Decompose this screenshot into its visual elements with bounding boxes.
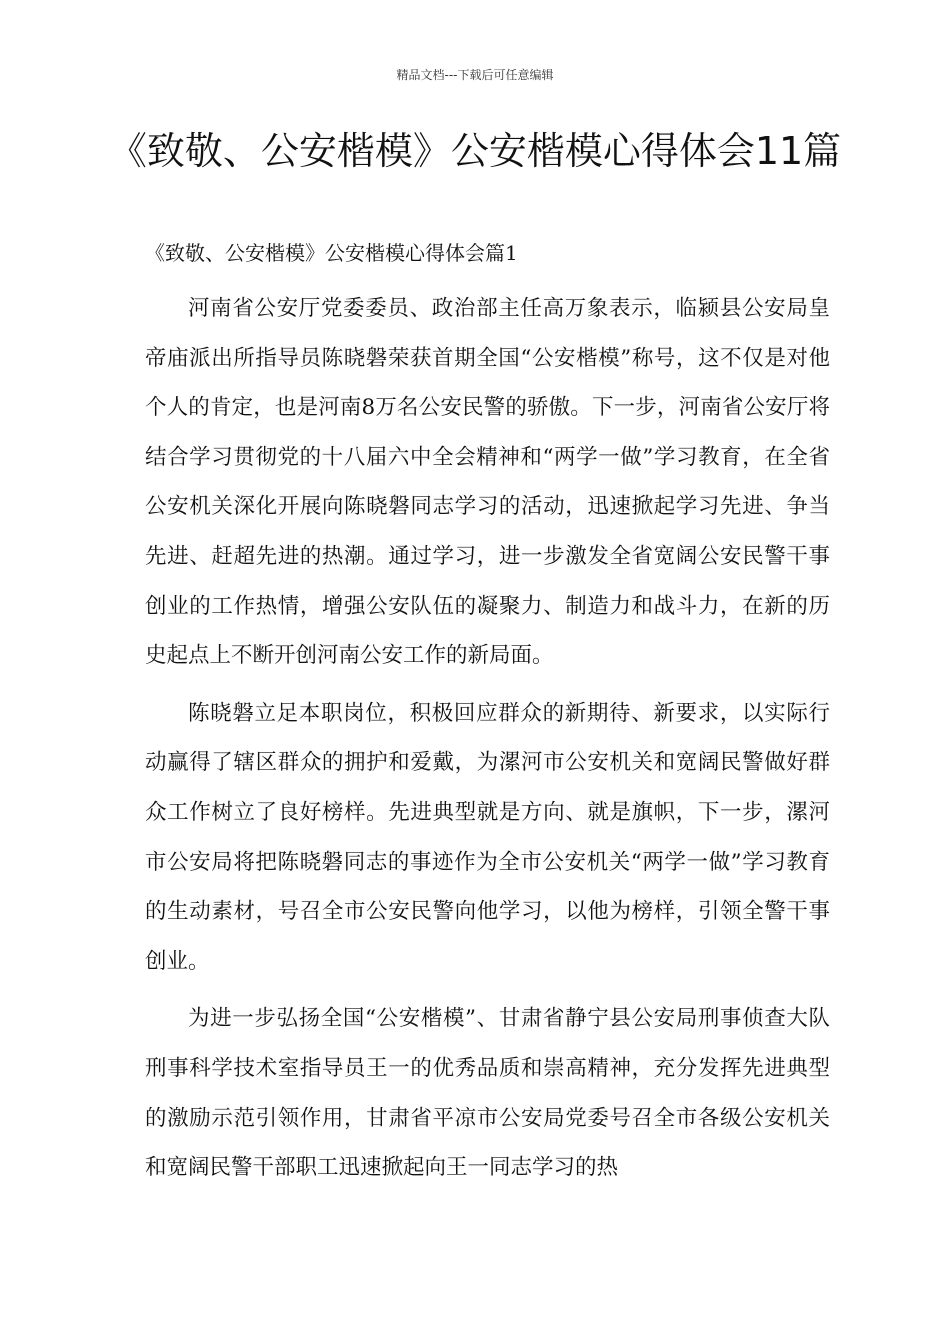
document-title: 《致敬、公安楷模》公安楷模心得体会11篇 bbox=[108, 129, 842, 173]
section-heading: 《致敬、公安楷模》公安楷模心得体会篇1 bbox=[145, 241, 518, 265]
document-body bbox=[145, 284, 830, 1193]
paragraph: 河南省公安厅党委委员、政治部主任高万象表示，临颍县公安局皇帝庙派出所指导员陈晓磐荣获首期全国“公安楷模”称号，这不仅是对他个人的肯定，也是河南8万名公安民警的骄傲。下一步，河南省公安厅将结合学习贯彻党的十八届六中全会精神和“两学一做”学习教育，在全省公安机关深化开展向陈晓磐同志学习的活动，迅速掀起学习先进、争当先进、赶超先进的热潮。通过学习，进一步激发全省宽阔公安民警干事创业的工作热情，增强公安队伍的凝聚力、制造力和战斗力，在新的历史起点上不断开创河南公安工作的新局面。 bbox=[145, 296, 830, 669]
paragraph: 陈晓磐立足本职岗位，积极回应群众的新期待、新要求，以实际行动赢得了辖区群众的拥护和爱戴，为漯河市公安机关和宽阔民警做好群众工作树立了良好榜样。先进典型就是方向、就是旗帜，下一步，漯河市公安局将把陈晓磐同志的事迹作为全市公安机关“两学一做”学习教育的生动素材，号召全市公安民警向他学习，以他为榜样，引领全警干事创业。 bbox=[145, 700, 830, 974]
header-note: 精品文档---下载后可任意编辑 bbox=[396, 68, 554, 82]
paragraph: 为进一步弘扬全国“公安楷模”、甘肃省静宁县公安局刑事侦查大队刑事科学技术室指导员王一的优秀品质和崇高精神，充分发挥先进典型的激励示范引领作用，甘肃省平凉市公安局党委号召全市各级公安机关和宽阔民警干部职工迅速掀起向王一同志学习的热 bbox=[145, 1006, 830, 1181]
